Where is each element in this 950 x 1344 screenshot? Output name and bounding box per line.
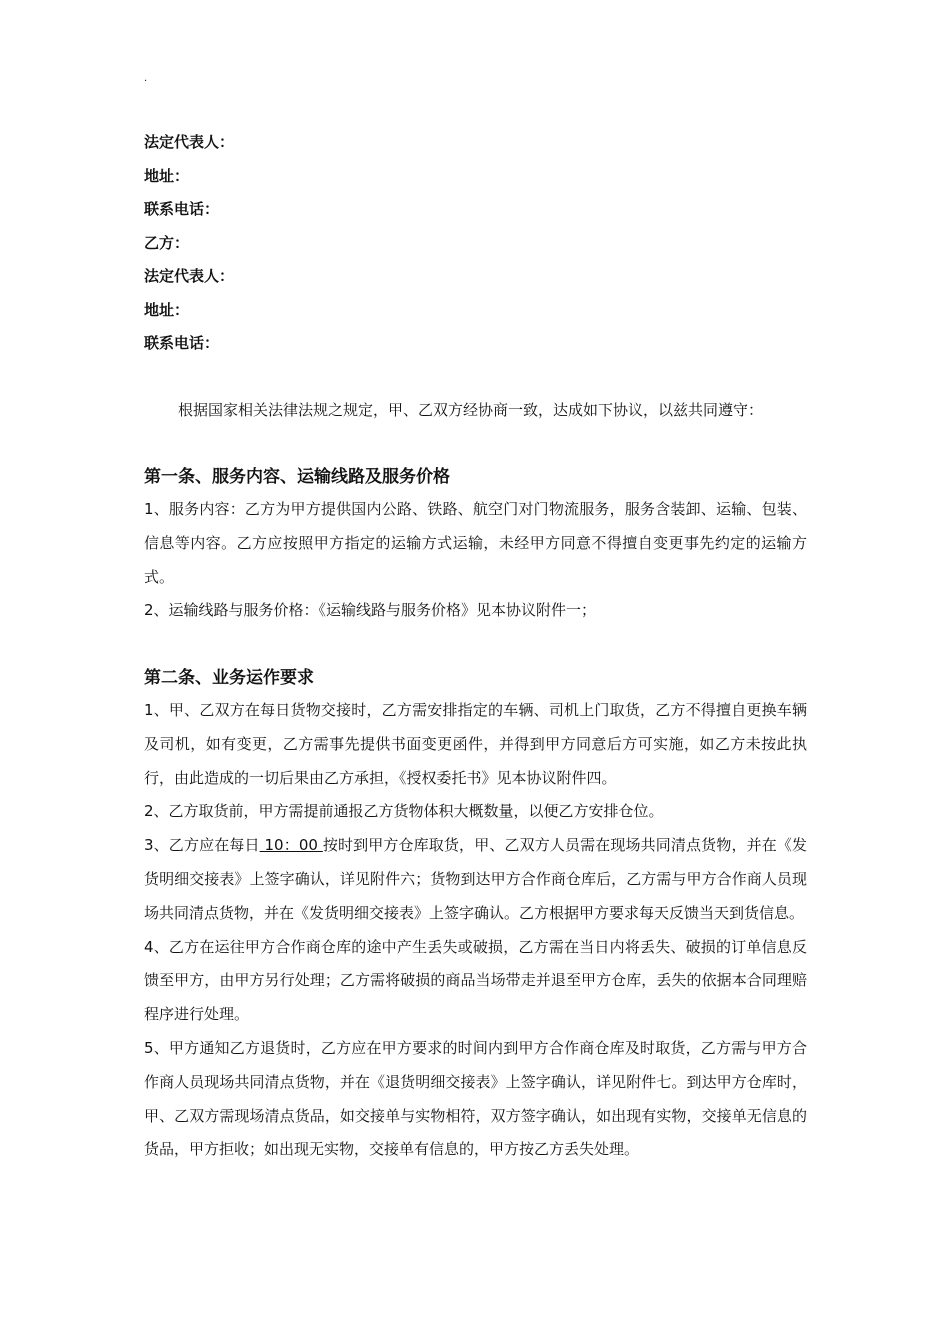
article-2-clause-3 [144,829,807,930]
header-mark: . [144,73,148,84]
pickup-time: 10：00 [259,836,323,855]
article-2-clause-1: 1、甲、乙双方在每日货物交接时，乙方需安排指定的车辆、司机上门取货，乙方不得擅自更换车辆及司机，如有变更，乙方需事先提供书面变更函件，并得到甲方同意后方可实施，如乙方未按此执行，由此造成的一切后果由乙方承担，《授权委托书》见本协议附件四。 [144,701,807,787]
article-2 [144,664,807,1167]
article-1-clause-1: 1、服务内容：乙方为甲方提供国内公路、铁路、航空门对门物流服务，服务含装卸、运输、包装、信息等内容。乙方应按照甲方指定的运输方式运输，未经甲方同意不得擅自变更事先约定的运输方式。 [144,500,807,586]
party-b-phone-label: 联系电话： [144,334,220,352]
article-1-clause-2: 2、运输线路与服务价格：《运输线路与服务价格》见本协议附件一； [144,601,597,620]
article-2-title: 第二条、业务运作要求 [144,668,314,688]
legal-representative-label: 法定代表人： [144,133,235,151]
article-1 [144,463,807,628]
address-label: 地址： [144,166,190,185]
clause-3-rest: 按时到甲方仓库取货，甲、乙双方人员需在现场共同清点货物，并在《发货明细交接表》上签字确认，详见附件六；货物到达甲方合作商仓库后，乙方需与甲方合作商人员现场共同清点货物，并在《发货明细交接表》上签字确认。乙方根据甲方要求每天反馈当天到货信息。 [144,836,807,922]
article-1-title: 第一条、服务内容、运输线路及服务价格 [144,467,450,487]
article-2-clause-4: 4、乙方在运往甲方合作商仓库的途中产生丢失或破损，乙方需在当日内将丢失、破损的订单信息反馈至甲方，由甲方另行处理；乙方需将破损的商品当场带走并退至甲方仓库，丢失的依据本合同理赔程序进行处理。 [144,937,807,1024]
phone-label: 联系电话： [144,200,220,218]
party-b-address-label: 地址： [144,300,190,319]
article-2-clause-2: 2、乙方取货前，甲方需提前通报乙方货物体积大概数量，以便乙方安排仓位。 [144,802,664,821]
party-b-legal-representative-label: 法定代表人： [144,267,235,285]
party-b-label: 乙方： [144,233,190,252]
clause-3-lead: 3、乙方应在每日 [144,836,260,855]
article-2-clause-5: 5、甲方通知乙方退货时，乙方应在甲方要求的时间内到甲方合作商仓库及时取货，乙方需与甲方合作商人员现场共同清点货物，并在《退货明细交接表》上签字确认，详见附件七。到达甲方仓库时，甲、乙双方需现场清点货品，如交接单与实物相符，双方签字确认，如出现有实物，交接单无信息的货品，甲方拒收；如出现无实物，交接单有信息的，甲方按乙方丢失处理。 [144,1038,807,1159]
party-info-block [144,130,234,365]
intro-paragraph: 根据国家相关法律法规之规定，甲、乙双方经协商一致，达成如下协议，以兹共同遵守： [178,401,764,419]
